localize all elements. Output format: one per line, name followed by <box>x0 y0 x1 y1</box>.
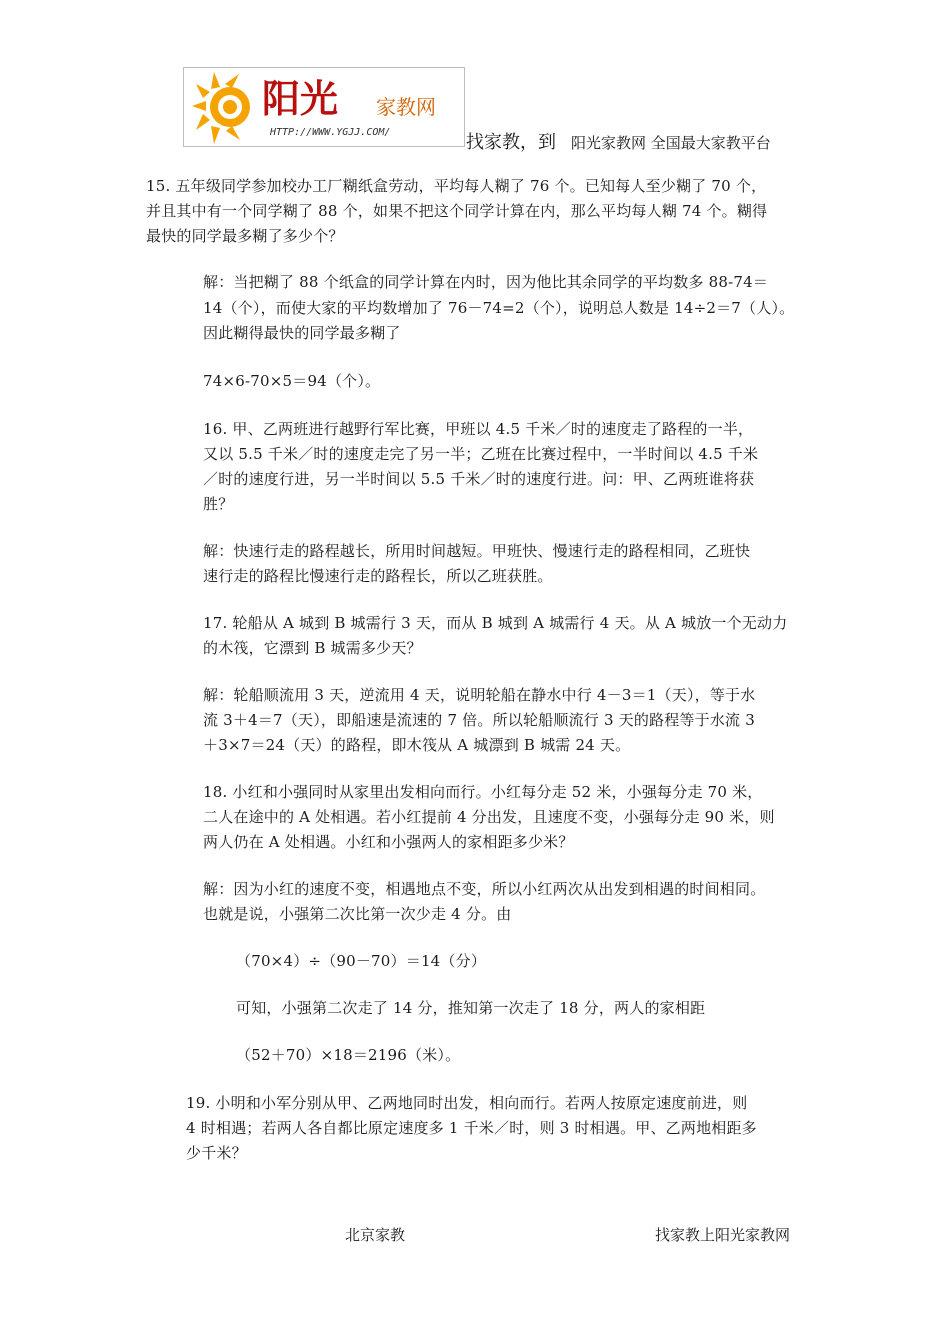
problem-15-line-1: 15. 五年级同学参加校办工厂糊纸盒劳动，平均每人糊了 76 个。已知每人至少糊了 70 个， <box>146 177 767 195</box>
tagline-lead: 找家教，到 <box>466 132 556 153</box>
solution-16-line-1: 解：快速行走的路程越长，所用时间越短。甲班快、慢速行走的路程相同，乙班快 <box>203 542 751 560</box>
problem-16-line-4: 胜？ <box>203 495 234 513</box>
solution-15-line-1: 解：当把糊了 88 个纸盒的同学计算在内时，因为他比其余同学的平均数多 88-74＝ <box>203 273 769 291</box>
problem-16-line-3: ／时的速度行进，另一半时间以 5.5 千米／时的速度行进。问：甲、乙两班谁将获 <box>203 470 755 488</box>
problem-18-line-2: 二人在途中的 A 处相遇。若小红提前 4 分出发，且速度不变，小强每分走 90 米，则 <box>203 808 775 826</box>
solution-17-line-1: 解：轮船顺流用 3 天，逆流用 4 天，说明轮船在静水中行 4－3＝1（天），等于水 <box>203 686 756 704</box>
solution-15-line-3: 因此糊得最快的同学最多糊了 <box>203 324 401 342</box>
problem-18-line-3: 两人仍在 A 处相遇。小红和小强两人的家相距多少米？ <box>203 833 574 851</box>
solution-17-line-3: ＋3×7＝24（天）的路程，即木筏从 A 城漂到 B 城需 24 天。 <box>203 736 631 754</box>
problem-15-line-2: 并且其中有一个同学糊了 88 个，如果不把这个同学计算在内，那么平均每人糊 74 个。糊得 <box>146 202 768 220</box>
svg-text:HTTP://WWW.YGJJ.COM/: HTTP://WWW.YGJJ.COM/ <box>270 127 391 138</box>
sun-logo-icon <box>184 68 465 147</box>
solution-18-line-3: 可知，小强第二次走了 14 分，推知第一次走了 18 分，两人的家相距 <box>236 999 706 1017</box>
footer-right-link[interactable]: 找家教上阳光家教网 <box>655 1226 791 1244</box>
svg-text:阳光: 阳光 <box>262 76 339 121</box>
problem-19-line-1: 19. 小明和小军分别从甲、乙两地同时出发，相向而行。若两人按原定速度前进，则 <box>186 1094 748 1112</box>
problem-19-line-2: 4 时相遇；若两人各自都比原定速度多 1 千米／时，则 3 时相遇。甲、乙两地相距多 <box>186 1119 757 1137</box>
problem-19-line-3: 少千米？ <box>186 1144 247 1162</box>
problem-18-line-1: 18. 小红和小强同时从家里出发相向而行。小红每分走 52 米，小强每分走 70 米， <box>203 783 763 801</box>
problem-15-line-3: 最快的同学最多糊了多少个？ <box>146 227 344 245</box>
solution-15-line-2: 14（个），而使大家的平均数增加了 76－74=2（个），说明总人数是 14÷2＝7（人）。 <box>203 299 795 317</box>
solution-17-line-2: 流 3＋4＝7（天），即船速是流速的 7 倍。所以轮船顺流行 3 天的路程等于水流 3 <box>203 711 755 729</box>
tagline-slogan: 阳光家教网 全国最大家教平台 <box>571 134 771 152</box>
solution-16-line-2: 速行走的路程比慢速行走的路程长，所以乙班获胜。 <box>203 567 553 585</box>
solution-18-equation-2: （52＋70）×18＝2196（米）。 <box>236 1046 461 1064</box>
problem-16-line-2: 又以 5.5 千米／时的速度走完了另一半；乙班在比赛过程中，一半时间以 4.5 千米 <box>203 445 759 463</box>
solution-18-line-1: 解：因为小红的速度不变，相遇地点不变，所以小红两次从出发到相遇的时间相同。 <box>203 880 766 898</box>
footer-left: 北京家教 <box>345 1226 406 1244</box>
site-logo[interactable] <box>183 67 465 147</box>
problem-17-line-1: 17. 轮船从 A 城到 B 城需行 3 天，而从 B 城到 A 城需行 4 天。从 A 城放一个无动力 <box>203 614 788 632</box>
solution-15-result: 74×6-70×5＝94（个）。 <box>203 372 381 390</box>
solution-18-equation-1: （70×4）÷（90－70）＝14（分） <box>236 952 487 970</box>
solution-18-line-2: 也就是说，小强第二次比第一次少走 4 分。由 <box>203 905 512 923</box>
svg-text:家教网: 家教网 <box>376 95 436 119</box>
problem-17-line-2: 的木筏，它漂到 B 城需多少天？ <box>203 639 422 657</box>
problem-16-line-1: 16. 甲、乙两班进行越野行军比赛，甲班以 4.5 千米／时的速度走了路程的一半， <box>203 420 754 438</box>
